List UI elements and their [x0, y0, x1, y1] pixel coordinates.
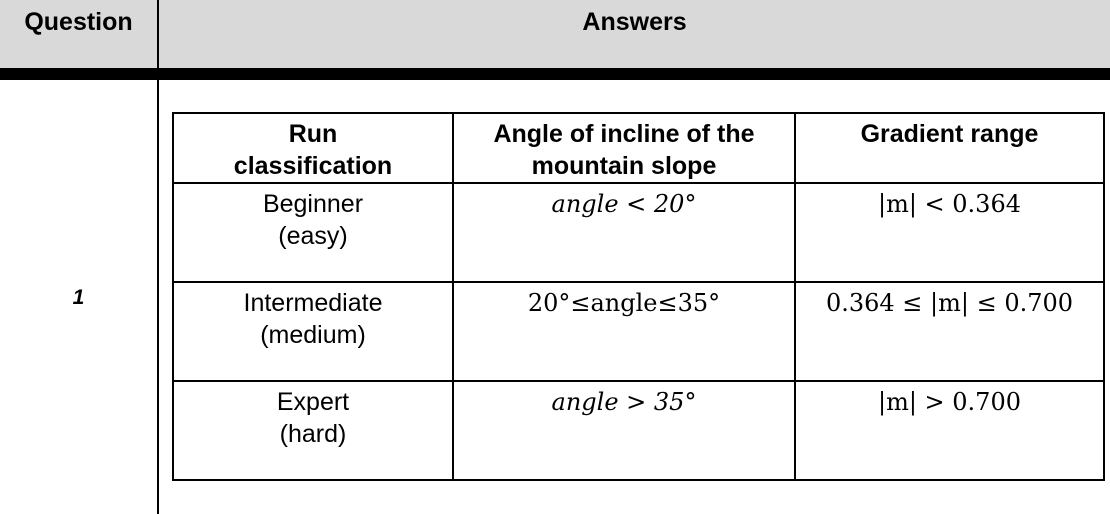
cell-gradient: |m| > 0.700: [795, 381, 1104, 480]
question-column-header: Question: [24, 8, 133, 36]
header-run-classification: [173, 113, 453, 183]
column-divider: [157, 0, 159, 514]
header-angle-of-incline-label: Angle of incline of the mountain slope: [493, 120, 755, 180]
table-row: [173, 282, 1104, 381]
table-row: [173, 183, 1104, 282]
question-number: 1: [72, 286, 85, 309]
header-rule: [0, 68, 1110, 80]
cell-classification: Intermediate (medium): [173, 282, 453, 381]
cell-gradient: |m| < 0.364: [795, 183, 1104, 282]
cell-angle: 20°≤angle≤35°: [453, 282, 795, 381]
header-gradient-range: [795, 113, 1104, 183]
cell-classification: Beginner (easy): [173, 183, 453, 282]
answers-column-header: Answers: [582, 8, 687, 36]
header-run-classification-label: Run classification: [233, 120, 393, 180]
header-gradient-range-label: Gradient range: [860, 120, 1039, 148]
table-header-row: [173, 113, 1104, 183]
table-row: [173, 381, 1104, 480]
answer-table: [172, 112, 1105, 481]
cell-angle: angle < 20°: [453, 183, 795, 282]
cell-classification: Expert (hard): [173, 381, 453, 480]
cell-angle: angle > 35°: [453, 381, 795, 480]
cell-gradient: 0.364 ≤ |m| ≤ 0.700: [795, 282, 1104, 381]
header-angle-of-incline: [453, 113, 795, 183]
